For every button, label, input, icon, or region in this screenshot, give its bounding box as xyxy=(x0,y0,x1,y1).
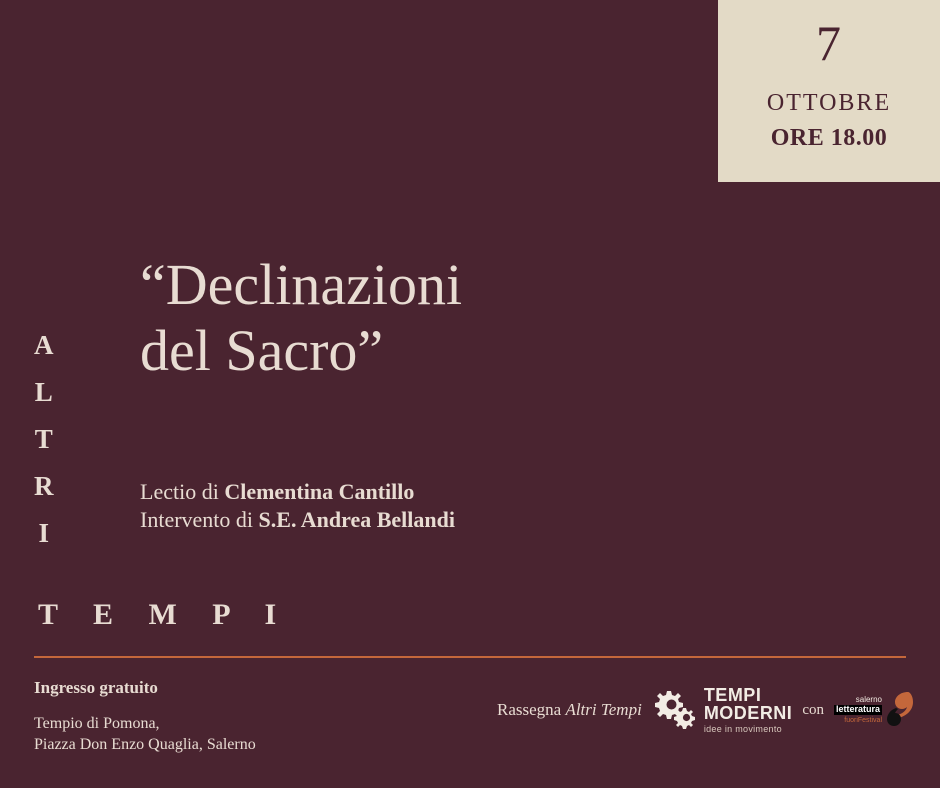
date-month: OTTOBRE xyxy=(766,90,892,116)
quote-mark-icon xyxy=(886,688,916,733)
event-title xyxy=(140,252,700,384)
free-entry-label: Ingresso gratuito xyxy=(34,678,158,697)
event-title-line-2: del Sacro” xyxy=(140,318,384,384)
event-title-line-1: “Declinazioni xyxy=(140,252,463,317)
salerno-line-1: salerno xyxy=(855,694,882,704)
tempi-moderni-line-1: TEMPI xyxy=(703,685,762,705)
footer-divider xyxy=(34,656,906,658)
brand-vertical-altri xyxy=(34,332,56,547)
footer-right xyxy=(497,686,916,734)
venue-line-2: Piazza Don Enzo Quaglia, Salerno xyxy=(34,735,256,753)
rassegna-name: Altri Tempi xyxy=(565,700,642,719)
rassegna-label xyxy=(497,700,642,720)
speaker-intervento-prefix: Intervento di xyxy=(140,506,259,532)
speaker-lectio-name: Clementina Cantillo xyxy=(224,479,415,504)
date-badge xyxy=(718,0,940,182)
rassegna-prefix: Rassegna xyxy=(496,700,566,719)
brand-letter-a: A xyxy=(34,330,56,360)
gear-icon xyxy=(652,687,698,734)
speaker-lectio xyxy=(140,478,760,506)
brand-letter-i: I xyxy=(38,518,51,548)
salerno-letteratura-logo xyxy=(834,688,916,733)
date-day: 7 xyxy=(816,15,842,71)
date-time: ORE 18.00 xyxy=(770,125,888,151)
salerno-line-3: fuoriFestival xyxy=(844,716,882,724)
speaker-intervento-name: S.E. Andrea Bellandi xyxy=(258,506,455,532)
venue-line-1: Tempio di Pomona, xyxy=(34,715,160,732)
brand-letter-t: T xyxy=(34,424,55,454)
venue-address xyxy=(34,714,454,756)
brand-letter-l: L xyxy=(34,377,55,407)
tempi-moderni-line-2: MODERNI xyxy=(703,703,793,723)
tempi-moderni-text xyxy=(704,686,793,734)
speaker-intervento xyxy=(140,506,760,534)
salerno-line-2: letteratura xyxy=(835,703,880,714)
speakers-block xyxy=(140,478,760,533)
tempi-moderni-logo xyxy=(652,686,793,734)
con-label: con xyxy=(802,701,824,718)
brand-tempi-word: T E M P I xyxy=(38,598,291,631)
brand-letter-r: R xyxy=(34,471,56,501)
speaker-lectio-prefix: Lectio di xyxy=(140,479,225,504)
salerno-letteratura-text xyxy=(834,696,882,724)
footer-left xyxy=(34,678,454,756)
tempi-moderni-tagline: idee in movimento xyxy=(703,724,782,734)
